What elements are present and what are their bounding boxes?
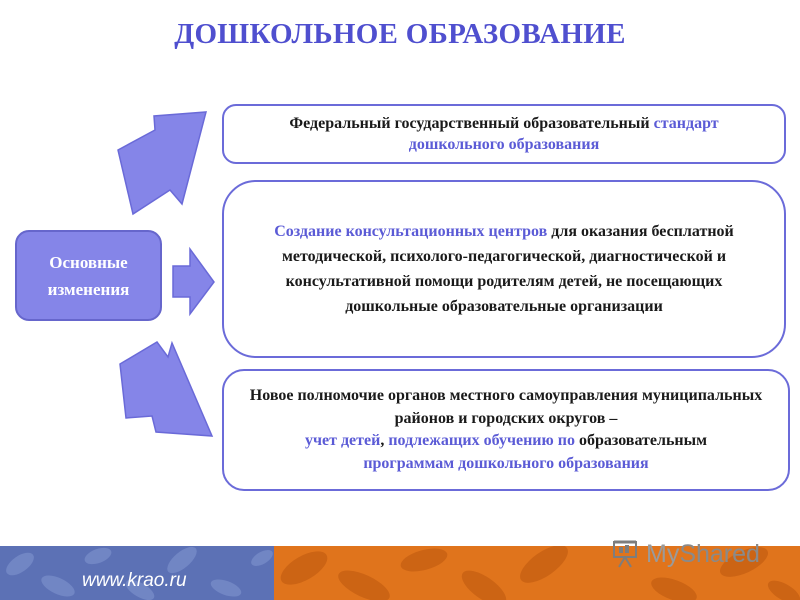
center-node-line2: изменения xyxy=(47,279,130,299)
box-fgos-text-c: дошкольного образования xyxy=(408,136,600,153)
box-consult-text xyxy=(246,219,762,319)
brand-my: My xyxy=(646,539,680,568)
arrow-down-right-icon xyxy=(120,342,212,436)
center-node-line1: Основные xyxy=(49,252,128,272)
page-title: ДОШКОЛЬНОЕ ОБРАЗОВАНИЕ xyxy=(174,18,626,50)
box-fgos-text xyxy=(289,113,718,155)
box-fgos-text-b: стандарт xyxy=(653,115,719,132)
myshared-logo xyxy=(610,536,760,572)
box-consult-centers xyxy=(222,180,786,358)
box-consult-text-b: для оказания бесплатной методической, психолого-педагогической, диагностической и консультативной помощи родителям детей, не посещающих дошкольные образовательные организации xyxy=(281,223,734,315)
box-authority-text-f: программам дошкольного образования xyxy=(363,454,649,472)
box-new-authority xyxy=(222,369,790,491)
footer-left-panel xyxy=(0,546,274,600)
arrow-up-right-icon xyxy=(118,112,206,214)
box-fgos xyxy=(222,104,786,164)
site-url[interactable]: www.krao.ru xyxy=(82,570,187,591)
box-authority-text-c: , xyxy=(380,432,389,449)
brand-shared: Shared xyxy=(679,539,760,568)
box-authority-text-a: Новое полномочие органов местного самоуправления муниципальных районов и городских округов – xyxy=(249,387,763,427)
box-authority-text xyxy=(242,385,770,475)
presentation-board-icon xyxy=(610,538,642,570)
center-node xyxy=(15,230,162,321)
box-fgos-text-a: Федеральный государственный образовательный xyxy=(289,115,654,132)
arrow-right-icon xyxy=(173,249,214,314)
box-consult-text-a: Создание консультационных центров xyxy=(274,223,548,240)
box-authority-text-d: подлежащих обучению по xyxy=(388,432,575,449)
box-authority-text-b: учет детей xyxy=(304,432,381,449)
box-authority-text-e: образовательным xyxy=(574,432,708,449)
